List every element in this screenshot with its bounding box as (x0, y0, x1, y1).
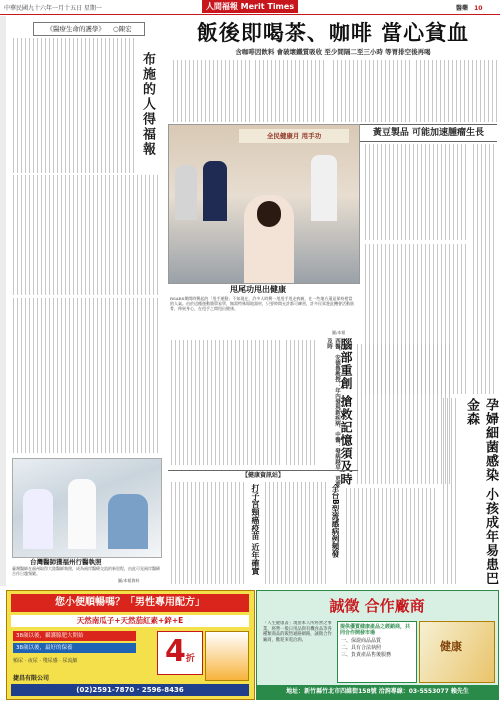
person-figure (203, 161, 227, 221)
page-number-value: 10 (474, 5, 483, 12)
child-figure (244, 195, 294, 283)
top-photo-credit: 圖/本報 (332, 330, 346, 335)
ad-right-headline: 誠徵 合作廠商 (329, 597, 425, 615)
health-brief-heading: 【健康資訊站】 (168, 470, 358, 481)
bottom-photo-credit: 圖/本報資料 (118, 578, 140, 583)
event-banner: 全民健康月 甩手功 (239, 129, 349, 143)
supplement-advertisement[interactable] (6, 590, 255, 700)
bottom-photo-caption-title: 台灣醫師獲福州行醫執照 (30, 558, 102, 566)
main-text-1 (170, 60, 250, 122)
main-text-3 (330, 60, 410, 122)
partner-recruitment-advertisement[interactable] (256, 590, 499, 700)
ad-symptom-list: 頻尿 · 夜尿 · 殘尿感 · 尿流細 (13, 658, 78, 664)
pregnancy-text (440, 398, 458, 584)
dateline: 中華民國九十六年一月十五日 星期一 (4, 5, 102, 12)
top-photo-caption-title: 甩尾功甩出健康 (230, 284, 286, 294)
pregnancy-article-title: 孕婦細菌感染 小孩成年易患巴金森 (464, 398, 498, 586)
ad-right-body: 「人生健康書」現由本人所經營之事業，經營一般日用品與有機食品等各種類商品的販售通路網路，誠徵合作廠商，歡迎來電洽詢。 (263, 621, 332, 643)
page-number (456, 3, 482, 12)
bottom-photo-caption: 臺灣醫師在福州取得大陸醫師執照，成為兩岸醫療交流的新里程，由此可見兩岸醫療合作日趨頻繁。 (12, 566, 160, 576)
main-subhead: 含咖啡因飲料 會破壞鐵質吸收 至少間隔二至三小時 等胃排空後再喝 (235, 48, 431, 56)
brain-article-subtitle: 西醫、安德魯教授：年內發現新疾病、中醫：發病越早、更要及時 (326, 338, 340, 487)
brain-article-title: 腦部重創 搶救記憶須及時 (339, 338, 353, 487)
brain-text-3 (354, 344, 450, 484)
flu-article-title: 全台B型流感病例頻發 (331, 484, 340, 558)
ad-right-callout: 提供優質健康產品之經銷商，共同合作開發市場 (340, 624, 411, 636)
top-photo-caption: RSARS期間時興起的「甩手運動」不知現在，許多人時興一甩甩手甩走病痛，在一些地方還是保持相當的人氣。由於這種運動簡單易學，無需特殊場地器材，只要時間允許都可練習，許多民眾趁此機會活動筋骨，伸展身心，在甩手之間甩出健康。 (170, 296, 354, 311)
ad-symptom: 殘尿感 (42, 658, 58, 664)
ad-symptom: 夜尿 (27, 658, 38, 664)
soy-text-2 (470, 144, 497, 394)
ad-headline: 您小便順暢嗎？「男性專用配方」 (11, 594, 249, 612)
ad-right-condition: 三、負責產品售後服務 (341, 652, 392, 658)
column-heading: 《醫療生命的護學》 ○陳宏 (33, 22, 145, 36)
ad-promo-2: 38歲以後，最好的保養 (13, 643, 136, 653)
soy-article-title: 黃豆製品 可能加速腫瘤生長 (360, 124, 497, 142)
product-bottle-image (205, 631, 249, 681)
ad-price-value: 4 (165, 634, 186, 669)
ad-company: 捷昌有限公司 (13, 675, 50, 682)
vaccine-article-title: 打子宮頸癌疫苗 近年確實 (251, 484, 260, 575)
brief-text-2 (262, 482, 326, 584)
product-box-image (419, 621, 495, 683)
ad-product: 天然南瓜子+天然茄紅素+鋅+E (11, 615, 249, 627)
brief-text-3 (343, 488, 435, 584)
margin-strip (0, 16, 6, 586)
newspaper-logo: 人間福報 Merit Times (202, 0, 298, 13)
ad-symptom: 尿流細 (62, 658, 78, 664)
column-text-1 (10, 38, 135, 173)
section-label: 醫藥 (456, 5, 469, 12)
column-title: 布施的人得福報 (140, 52, 155, 157)
ad-right-condition: 一、保證商品品質 (341, 638, 382, 644)
header-rule (0, 14, 500, 15)
hospital-photo (12, 458, 162, 558)
page-header (0, 0, 500, 14)
column-text-2 (10, 175, 160, 295)
product-brand: 健康 (440, 640, 462, 653)
ad-right-conditions (337, 621, 417, 683)
soy-text-1 (362, 144, 466, 240)
main-text-4 (413, 60, 497, 122)
brain-text-1 (168, 340, 280, 465)
exercise-photo (168, 124, 360, 284)
ad-symptom: 頻尿 (13, 658, 24, 664)
person-figure (175, 165, 197, 220)
ad-right-condition: 二、具有合法執照 (341, 645, 382, 651)
doctor-figure (23, 489, 53, 549)
doctor-figure (68, 479, 96, 549)
ad-price-unit: 折 (185, 654, 195, 664)
brain-text-2 (283, 340, 315, 465)
ad-promo-1: 38歲以後，攝護腺肥大開始 (13, 631, 136, 641)
column-text-3 (10, 298, 160, 453)
ad-phone[interactable]: (02)2591-7870 · 2596-8436 (11, 684, 249, 696)
main-text-2 (252, 60, 327, 122)
patient-figure (108, 494, 148, 549)
ad-right-footer[interactable]: 地址：新竹縣竹北市四維街158號 洽詢專線：03-5553077 賴先生 (257, 685, 498, 699)
ad-price-badge (157, 631, 203, 675)
person-figure (311, 155, 337, 221)
main-headline: 飯後即喝茶、咖啡 當心貧血 (196, 20, 470, 45)
child-head (257, 201, 281, 227)
brief-text-1 (168, 482, 246, 584)
